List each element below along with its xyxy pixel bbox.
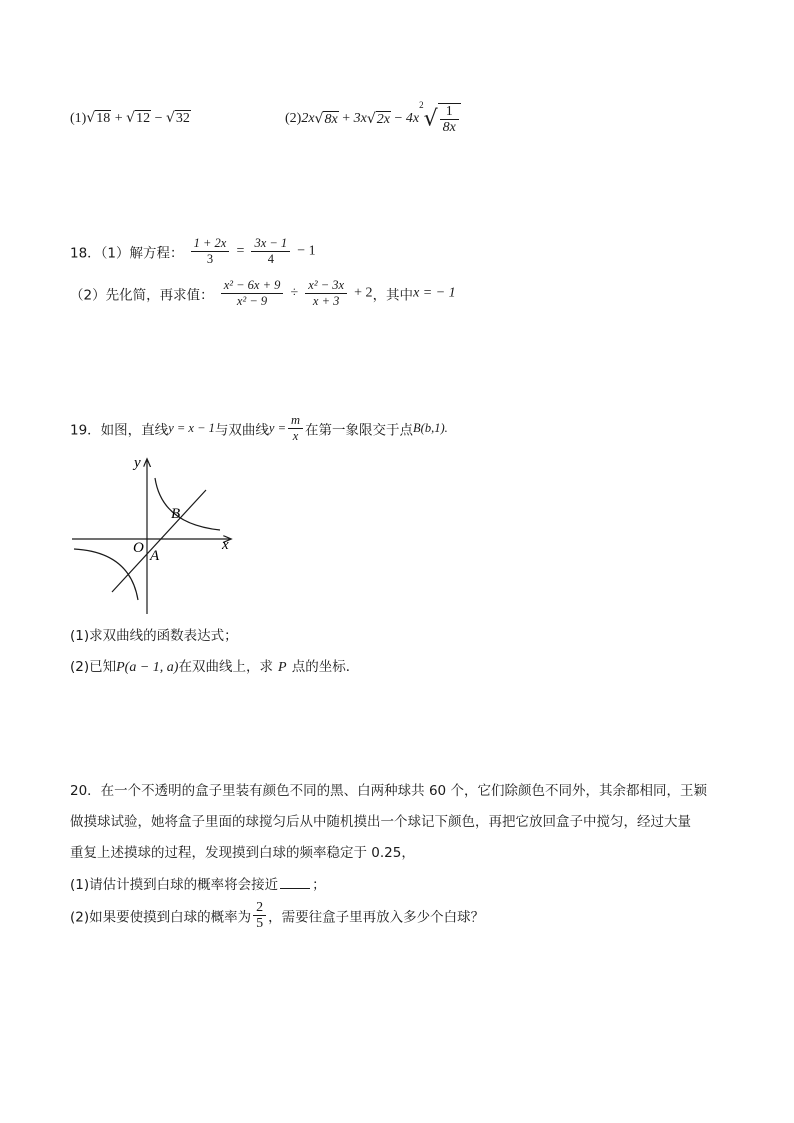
q20-line1: 20．在一个不透明的盒子里装有颜色不同的黑、白两种球共 60 个，它们除颜色不同外，其余都相同，王颖 (70, 783, 707, 799)
q18-fraction2: $\frac{\text{x² − 3x}}{x + 3}$ (305, 278, 347, 309)
q18-line2: （2）先化简，再求值： $\frac{\text{x² − 6x + 9}}{\text{x² − 9}}$ ÷ $\frac{\text{x² − 3x}}{x + 3}$ + 2，其中x = − 1 (70, 278, 456, 308)
q20-line2: 做摸球试验，她将盒子里面的球搅匀后从中随机摸出一个球记下颜色，再把它放回盒子中搅匀，经过大量 (70, 814, 691, 830)
hyperbola-branch-q3 (74, 549, 138, 600)
answer-blank[interactable] (280, 877, 310, 889)
radicand: 32 (175, 111, 190, 126)
line-y-equals-x-minus-1 (112, 490, 206, 592)
q20-line3: 重复上述摸球的过程，发现摸到白球的频率稳定于 0.25， (70, 845, 415, 861)
radicand: 12 (136, 111, 151, 126)
q18-fraction1: $\frac{\text{x² − 6x + 9}}{\text{x² − 9}}$ (221, 278, 284, 309)
q19-part1: (1)求双曲线的函数表达式； (70, 628, 238, 644)
q19-curve-fraction: $\frac{m}{x}$ (288, 413, 303, 444)
label-a: A (150, 548, 160, 564)
q17-fraction: $\frac{1}{8x}$ (440, 104, 459, 135)
hyperbola-branch-q1 (155, 478, 220, 530)
q19-part2: (2)已知P(a − 1, a)在双曲线上，求 P 点的坐标． (70, 659, 360, 675)
q20-part1: (1)请估计摸到白球的概率将会接近 ； (70, 877, 326, 893)
q17-part2: $(2)2x√8x + 3x√2x - 4x^2√$ $\frac{1}{8x}$ (285, 100, 461, 135)
label-b: B (171, 506, 181, 522)
q17-part1: (1)√18 + √12 − √32 (70, 110, 190, 126)
q18-line1: 18．（1）解方程： $\frac{1 + 2x}{3}$ = $\frac{3x - 1}{4}$ − 1 (70, 236, 316, 266)
label-o: O (133, 540, 144, 556)
q18-rhs-fraction: $\frac{3x - 1}{4}$ (251, 236, 290, 267)
q20-part2: (2)如果要使摸到白球的概率为 $\frac{2}{5}$ ，需要往盒子里再放入多少个白球？ (70, 900, 485, 931)
q19-stem: 19．如图，直线y = x − 1与双曲线y = $\frac{m}{x}$ 在第一象限交于点B(b,1). (70, 413, 448, 443)
q20-fraction: $\frac{2}{5}$ (253, 900, 266, 931)
q18-lhs-fraction: $\frac{1 + 2x}{3}$ (191, 236, 230, 267)
label-y: y (134, 455, 141, 471)
q19-graph (70, 452, 240, 617)
label-x: x (222, 537, 229, 553)
radicand: 18 (96, 111, 111, 126)
